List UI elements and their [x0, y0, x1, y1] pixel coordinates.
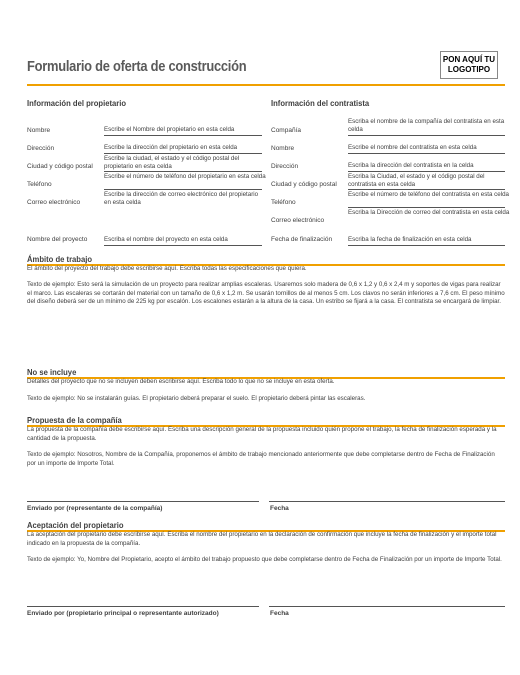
acceptance-example[interactable]: Texto de ejemplo: Yo, Nombre del Propietario, acepto el ámbito del trabajo propuesto que debe completarse dentro de Fecha de Finalización por un importe de Importe Total. [27, 556, 502, 563]
contractor-city-underline [348, 189, 505, 190]
page-title: Formulario de oferta de construcción [27, 58, 247, 75]
owner-signature-line[interactable] [27, 606, 259, 607]
contractor-company-underline [348, 135, 505, 136]
not-included-example[interactable]: Texto de ejemplo: No se instalarán guías. El propietario deberá preparar el suelo. El propietario deberá pintar las escaleras. [27, 395, 366, 402]
contractor-company-field[interactable]: Escriba el nombre de la compañía del contratista en esta celda [348, 118, 505, 133]
contractor-name-label: Nombre [271, 145, 295, 152]
contractor-info-heading: Información del contratista [271, 98, 370, 108]
owner-name-label: Nombre [27, 127, 51, 134]
project-name-field[interactable]: Escriba el nombre del proyecto en esta celda [104, 236, 228, 243]
project-name-underline [104, 245, 262, 246]
owner-city-underline [104, 171, 262, 172]
contractor-address-field[interactable]: Escriba la dirección del contratista en la celda [348, 162, 474, 169]
end-date-label: Fecha de finalización [271, 236, 333, 243]
not-included-heading: No se incluye [27, 367, 77, 377]
contractor-email-field[interactable]: Escriba la Dirección de correo del contratista en esta celda [348, 209, 510, 216]
contractor-city-field[interactable]: Escriba la Ciudad, el estado y el código postal del contratista en esta celda [348, 173, 485, 188]
owner-date-line[interactable] [269, 606, 505, 607]
owner-email-field[interactable]: Escribe la dirección de correo electrónico del propietario en esta celda [104, 191, 259, 206]
owner-phone-underline [104, 189, 262, 190]
owner-phone-field[interactable]: Escribe el número de teléfono del propietario en esta celda [104, 173, 266, 180]
not-included-intro[interactable]: Detalles del proyecto que no se incluyen deben escribirse aquí. Escriba todo lo que no se incluye en esta oferta. [27, 378, 335, 385]
end-date-field[interactable]: Escriba la fecha de finalización en esta celda [348, 236, 472, 243]
owner-address-underline [104, 153, 262, 154]
proposal-intro[interactable]: La propuesta de la compañía debe escribirse aquí. Escriba una descripción general de la propuesta incluido quién propone el trabajo, la fecha de finalización esperada y la cantidad de la propuesta. [27, 426, 497, 442]
owner-city-label: Ciudad y código postal [27, 163, 93, 170]
contractor-address-underline [348, 171, 505, 172]
contractor-city-label: Ciudad y código postal [271, 181, 337, 188]
contractor-name-field[interactable]: Escribe el nombre del contratista en esta celda [348, 144, 477, 151]
contractor-email-label: Correo electrónico [271, 217, 325, 224]
owner-date-label: Fecha [270, 610, 289, 617]
scope-example[interactable]: Texto de ejemplo: Esto será la simulación de un proyecto para realizar amplias escaleras. Usaremos solo madera de 0,6 x 1,2 y 0,6 x 2,4 m y soportes de vigas para realizar el marco. Las escaleras se cortarán del material con un tamaño de 0,6 x 1,2 m. Se usarán tornillos de al menos 5 cm. Los clavos no serán inferiores a 7,6 cm. El peso mínimo del diseño deberá ser de un mínimo de 225 kg por escalón. Los escalones estarán a la altura de la casa. Un estribo se fijará a la casa. El contratista se encargará de limpiar. [27, 281, 505, 306]
owner-email-label: Correo electrónico [27, 199, 81, 206]
owner-signature-label: Enviado por (propietario principal o representante autorizado) [27, 610, 219, 617]
acceptance-heading: Aceptación del propietario [27, 520, 124, 530]
header-divider [27, 84, 505, 86]
company-date-label: Fecha [270, 505, 289, 512]
company-signature-label: Enviado por (representante de la compañía) [27, 505, 163, 512]
owner-phone-label: Teléfono [27, 181, 52, 188]
owner-city-field[interactable]: Escribe la ciudad, el estado y el código postal del propietario en esta celda [104, 155, 240, 170]
owner-address-label: Dirección [27, 145, 55, 152]
project-name-label: Nombre del proyecto [27, 236, 88, 243]
contractor-address-label: Dirección [271, 163, 299, 170]
owner-address-field[interactable]: Escribe la dirección del propietario en esta celda [104, 144, 238, 151]
contractor-phone-underline [348, 207, 505, 208]
end-date-underline [348, 245, 505, 246]
proposal-example[interactable]: Texto de ejemplo: Nosotros, Nombre de la Compañía, proponemos el ámbito de trabajo mencionado anteriormente que debe completarse dentro de Fecha de Finalización por un importe de Importe Total. [27, 451, 495, 467]
logo-placeholder[interactable]: PON AQUÍ TU LOGOTIPO [440, 51, 498, 79]
contractor-phone-label: Teléfono [271, 199, 296, 206]
proposal-heading: Propuesta de la compañía [27, 415, 122, 425]
owner-name-underline [104, 135, 262, 136]
contractor-name-underline [348, 153, 505, 154]
company-date-line[interactable] [269, 501, 505, 502]
company-signature-line[interactable] [27, 501, 259, 502]
owner-info-heading: Información del propietario [27, 98, 127, 108]
scope-intro[interactable]: El ámbito del proyecto del trabajo debe escribirse aquí. Escriba todas las especificaciones que quiera. [27, 265, 307, 272]
acceptance-intro[interactable]: La aceptación del propietario debe escribirse aquí. Escriba el nombre del propietario en la declaración de confirmación que incluye la fecha de finalización y el importe total indicado en la propuesta de la compañía. [27, 531, 497, 547]
owner-name-field[interactable]: Escribe el Nombre del propietario en esta celda [104, 126, 235, 133]
contractor-company-label: Compañía [271, 127, 301, 134]
contractor-phone-field[interactable]: Escribe el número de teléfono del contratista en esta celda [348, 191, 509, 198]
scope-heading: Ámbito de trabajo [27, 254, 93, 264]
